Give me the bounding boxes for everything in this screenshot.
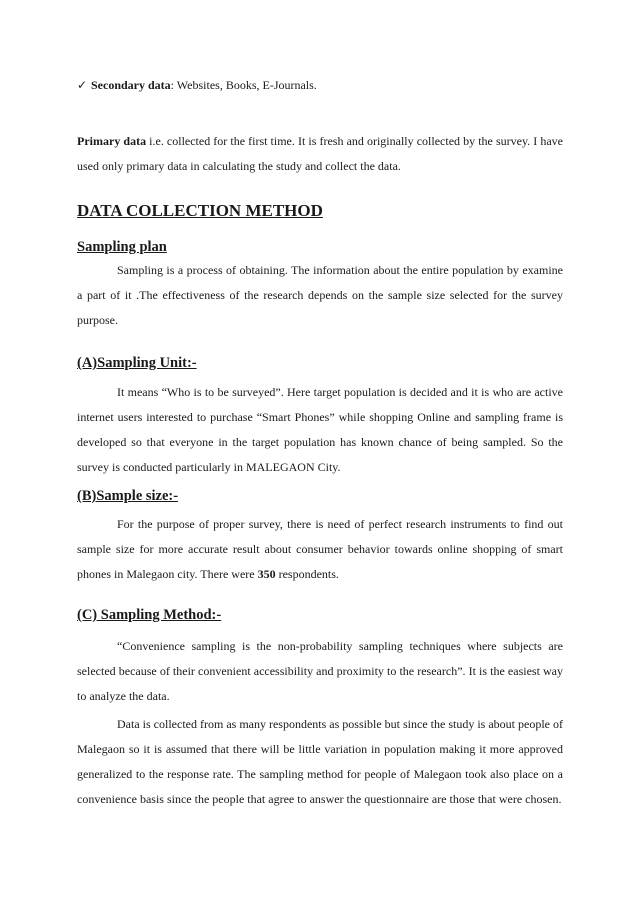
sampling-unit-heading: (A)Sampling Unit:- <box>77 355 197 371</box>
sampling-plan-paragraph: Sampling is a process of obtaining. The information about the entire population by examine a part of it .The effectiveness of the research depends on the sample size selected for the survey purpose. <box>77 263 563 327</box>
secondary-data-label: Secondary data <box>91 78 171 92</box>
respondent-count: 350 <box>257 567 276 581</box>
sampling-method-paragraph-1: “Convenience sampling is the non-probability sampling techniques where subjects are selected because of their convenient accessibility and proximity to the research”. It is the easiest way to analyze the data. <box>77 639 563 703</box>
primary-data-paragraph <box>77 129 563 179</box>
sampling-method-heading: (C) Sampling Method:- <box>77 607 222 623</box>
checkmark-icon: ✓ <box>77 78 88 92</box>
sampling-unit-paragraph: It means “Who is to be surveyed”. Here target population is decided and it is who are active internet users interested to purchase “Smart Phones” while shopping Online and sampling frame is developed so that everyone in the target population has known chance of being sampled. So the survey is conducted particularly in MALEGAON City. <box>77 385 563 474</box>
sample-size-text: For the purpose of proper survey, there is need of perfect research instruments to find out sample size for more accurate result about consumer behavior towards online shopping of smart phones in Malegaon city. There were <box>77 517 563 581</box>
secondary-data-line <box>77 77 317 93</box>
secondary-data-text: : Websites, Books, E-Journals. <box>170 78 317 92</box>
sample-size-text-end: respondents. <box>275 567 339 581</box>
primary-data-text: i.e. collected for the first time. It is fresh and originally collected by the survey. I have used only primary data in calculating the study and collect the data. <box>77 134 563 173</box>
primary-data-label: Primary data <box>77 134 147 148</box>
sample-size-paragraph <box>77 512 563 587</box>
sampling-method-paragraph-2: Data is collected from as many respondents as possible but since the study is about people of Malegaon so it is assumed that there will be little variation in population making it more approved generalized to the response rate. The sampling method for people of Malegaon took also place on a convenience basis since the people that agree to answer the questionnaire are those that were chosen. <box>77 717 563 806</box>
sampling-plan-heading: Sampling plan <box>77 239 167 255</box>
sample-size-heading: (B)Sample size:- <box>77 488 179 504</box>
data-collection-heading: DATA COLLECTION METHOD <box>77 201 323 220</box>
